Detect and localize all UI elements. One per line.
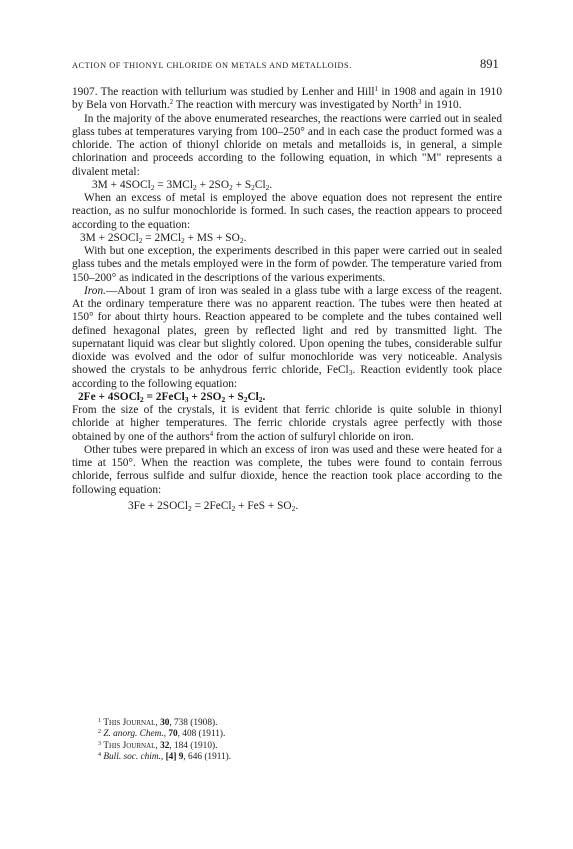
footnote-ref-1: 1	[374, 85, 379, 93]
article-body	[72, 86, 502, 513]
equation-excess-metal: 3M + 2SOCl$_2$ = 2MCl$_2$ + MS + $SO_2$.	[80, 231, 247, 245]
paragraph-ferric-chloride: From the size of the crystals, it is evident that ferric chloride is quite soluble in thionyl chloride at higher temperatures. The ferric chloride crystals agree perfectly with those obtained by one of the authors$^4$ from the action of sulfuryl chloride on iron.	[72, 404, 502, 443]
section-label-iron: Iron.	[84, 284, 106, 297]
paragraph-excess-iron: Other tubes were prepared in which an excess of iron was used and these were heated for a time at 150°. When the reaction was complete, the tubes were found to contain ferrous chloride, ferrous sulfide and sulfur dioxide, hence the reaction took place according to the following equation:	[72, 443, 502, 496]
paragraph-excess-metal: When an excess of metal is employed the above equation does not represent the entire reaction, as no sulfur monochloride is formed. In such cases, the reaction appears to proceed according to the equation:	[72, 192, 502, 231]
footnote-ref-2: 2	[169, 98, 174, 107]
footnote-ref-3: 3	[418, 98, 422, 107]
paragraph-general-reaction: In the majority of the above enumerated researches, the reactions were carried out in sealed glass tubes at temperatures varying from 100–250° and in each case the product formed was a chloride. The action of thionyl chloride on metals and metalloids is, in general, a simple chlorination and proceeds according to the following equation, in which "M" represents a divalent metal:	[72, 112, 502, 178]
footnote-2: $^2$ Z. anorg. Chem., 70, 408 (1911).	[98, 729, 226, 740]
paragraph-iron: Iron.—About 1 gram of iron was sealed in a glass tube with a large excess of the reagent. At the ordinary temperature there was no apparent reaction. The tubes were then heated at 150° for about thirty hours. Reaction appeared to be complete and the tubes contained well defined hexagonal plates, green by reflected light and red by transmitted light. The supernatant liquid was clear but slightly colored. Upon opening the tubes, considerable sulfur dioxide was evolved and the odor of sulfur monochloride was very noticeable. Analysis showed the crystals to be anhydrous ferric chloride, FeCl$_3$. Reaction evidently took place according to the following equation:	[72, 284, 502, 390]
footnotes	[98, 718, 498, 764]
footnote-4: $^4$ Bull. soc. chim., [4] 9, 646 (1911).	[98, 752, 232, 763]
equation-excess-iron: 3Fe + 2SOCl$_2$ = 2FeCl$_2$ + FeS + $SO_2$.	[128, 499, 299, 513]
paragraph-experiments: With but one exception, the experiments described in this paper were carried out in sealed glass tubes and the metals employed were in the form of powder. The temperature varied from 150–200° as indicated in the descriptions of the various experiments.	[72, 245, 502, 284]
equation-divalent-metal: 3M + 4SOCl$_2$ = $3MCl_2 + 2SO_2 + S_2Cl_2$.	[92, 178, 273, 192]
page-number: 891	[480, 57, 499, 71]
equation-iron: 2Fe + 4SOCl$_2$ = 2FeCl$_3$ + $2SO_2 + S_2Cl_2$.	[78, 390, 266, 404]
footnote-1: $^1$ This Journal, 30, 738 (1908).	[98, 718, 218, 728]
footnote-ref-4: 4	[209, 429, 214, 438]
footnote-3: $^3$ This Journal, 32, 184 (1910).	[98, 740, 218, 751]
running-header: ACTION OF THIONYL CHLORIDE ON METALS AND METALLOIDS.	[72, 61, 352, 70]
paragraph-history: 1907. The reaction with tellurium was studied by Lenher and Hill$^1$ in 1908 and again in 1910 by Bela von Horvath.$^2$ The reaction with mercury was investigated by North$^3$ in 1910.	[72, 85, 503, 112]
